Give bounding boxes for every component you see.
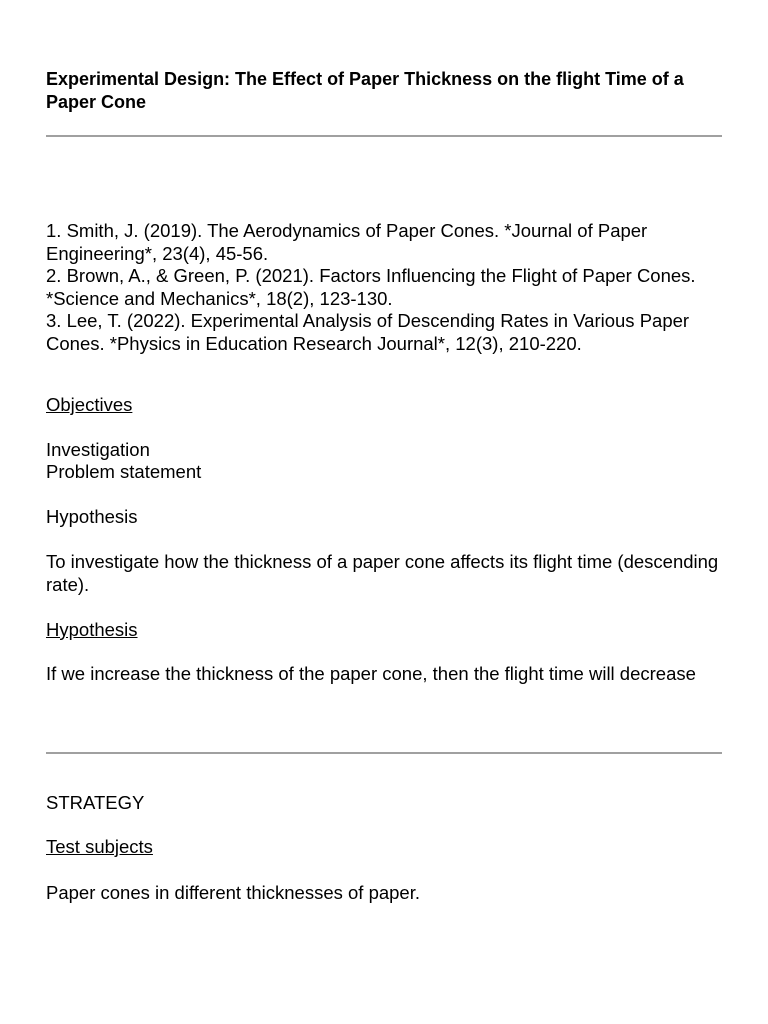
horizontal-rule bbox=[46, 135, 722, 137]
hypothesis-text: If we increase the thickness of the paper cone, then the flight time will decrease bbox=[46, 663, 696, 684]
objectives-heading: Objectives bbox=[46, 394, 133, 415]
document-title: Experimental Design: The Effect of Paper Thickness on the flight Time of a Paper Cone bbox=[46, 69, 684, 112]
horizontal-rule bbox=[46, 752, 722, 754]
references-list bbox=[46, 220, 722, 355]
hypothesis-label: Hypothesis bbox=[46, 506, 138, 527]
reference-item: 2. Brown, A., & Green, P. (2021). Factors Influencing the Flight of Paper Cones. *Science and Mechanics*, 18(2), 123-130. bbox=[46, 265, 696, 309]
hypothesis-heading: Hypothesis bbox=[46, 619, 138, 640]
test-subjects-heading: Test subjects bbox=[46, 836, 153, 857]
reference-item: 1. Smith, J. (2019). The Aerodynamics of Paper Cones. *Journal of Paper Engineering*, 23(4), 45-56. bbox=[46, 220, 648, 264]
objective-text: To investigate how the thickness of a paper cone affects its flight time (descending rate). bbox=[46, 551, 719, 595]
investigation-label: Investigation bbox=[46, 439, 150, 460]
test-subjects-text: Paper cones in different thicknesses of paper. bbox=[46, 882, 421, 903]
reference-item: 3. Lee, T. (2022). Experimental Analysis of Descending Rates in Various Paper Cones. *Physics in Education Research Journal*, 12(3), 210-220. bbox=[46, 310, 690, 354]
problem-statement-label: Problem statement bbox=[46, 461, 202, 482]
strategy-label: STRATEGY bbox=[46, 792, 145, 813]
